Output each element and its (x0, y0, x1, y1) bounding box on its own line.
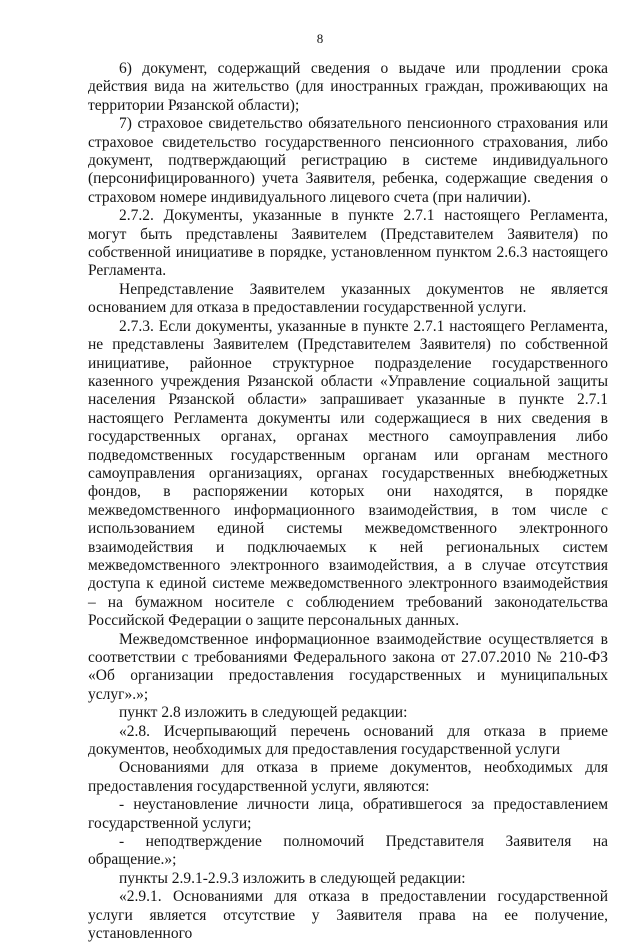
paragraph: 2.7.3. Если документы, указанные в пункте 2.7.1 настоящего Регламента, не представлены Заявителем (Представителем Заявителя) по собственной инициативе, районное структурное подразделение государственного казенного учреждения Рязанской области «Управление социальной защиты населения Рязанской области» запрашивает указанные в пункте 2.7.1 настоящего Регламента документы или содержащиеся в них сведения в государственных органах, органах местного самоуправления либо подведомственных государственным органам или органам местного самоуправления организациях, органах государственных внебюджетных фондов, в распоряжении которых они находятся, в порядке межведомственного информационного взаимодействия, в том числе с использованием единой системы межведомственного электронного взаимодействия и подключаемых к ней региональных систем межведомственного электронного взаимодействия, а в случае отсутствия доступа к единой системе межведомственного электронного взаимодействия – на бумажном носителе с соблюдением требований законодательства Российской Федерации о защите персональных данных. (88, 317, 608, 630)
paragraph: Межведомственное информационное взаимодействие осуществляется в соответствии с требованиями Федерального закона от 27.07.2010 № 210-ФЗ «Об организации предоставления государственных и муниципальных услуг».»; (88, 630, 608, 703)
document-body (88, 60, 608, 944)
paragraph: пункт 2.8 изложить в следующей редакции: (119, 704, 408, 722)
paragraph: - неустановление личности лица, обратившегося за предоставлением государственной услуги; (88, 796, 608, 832)
paragraph: «2.8. Исчерпывающий перечень оснований для отказа в приеме документов, необходимых для предоставления государственной услуги (88, 722, 608, 759)
paragraph: Основаниями для отказа в приеме документов, необходимых для предоставления государственной услуги, являются: (88, 759, 608, 795)
page-number: 8 (316, 31, 324, 46)
paragraph: Непредставление Заявителем указанных документов не является основанием для отказа в предоставлении государственной услуги. (88, 280, 608, 317)
paragraph: «2.9.1. Основаниями для отказа в предоставлении государственной услуги является отсутствие у Заявителя права на ее получение, установленного (88, 888, 608, 943)
paragraph: 2.7.2. Документы, указанные в пункте 2.7.1 настоящего Регламента, могут быть представлены Заявителем (Представителем Заявителя) по собственной инициативе в порядке, установленном пунктом 2.6.3 настоящего Регламента. (88, 207, 608, 280)
paragraph: 7) страховое свидетельство обязательного пенсионного страхования или страховое свидетельство государственного пенсионного страхования, либо документ, подтверждающий регистрацию в системе индивидуального (персонифицированного) учета Заявителя, ребенка, содержащие сведения о страховом номере индивидуального лицевого счета (при наличии). (88, 115, 608, 206)
paragraph: - неподтверждение полномочий Представителя Заявителя на обращение.»; (88, 833, 608, 869)
paragraph: 6) документ, содержащий сведения о выдаче или продлении срока действия вида на жительство (для иностранных граждан, проживающих на территории Рязанской области); (88, 60, 608, 114)
paragraph: пункты 2.9.1-2.9.3 изложить в следующей редакции: (119, 869, 466, 887)
